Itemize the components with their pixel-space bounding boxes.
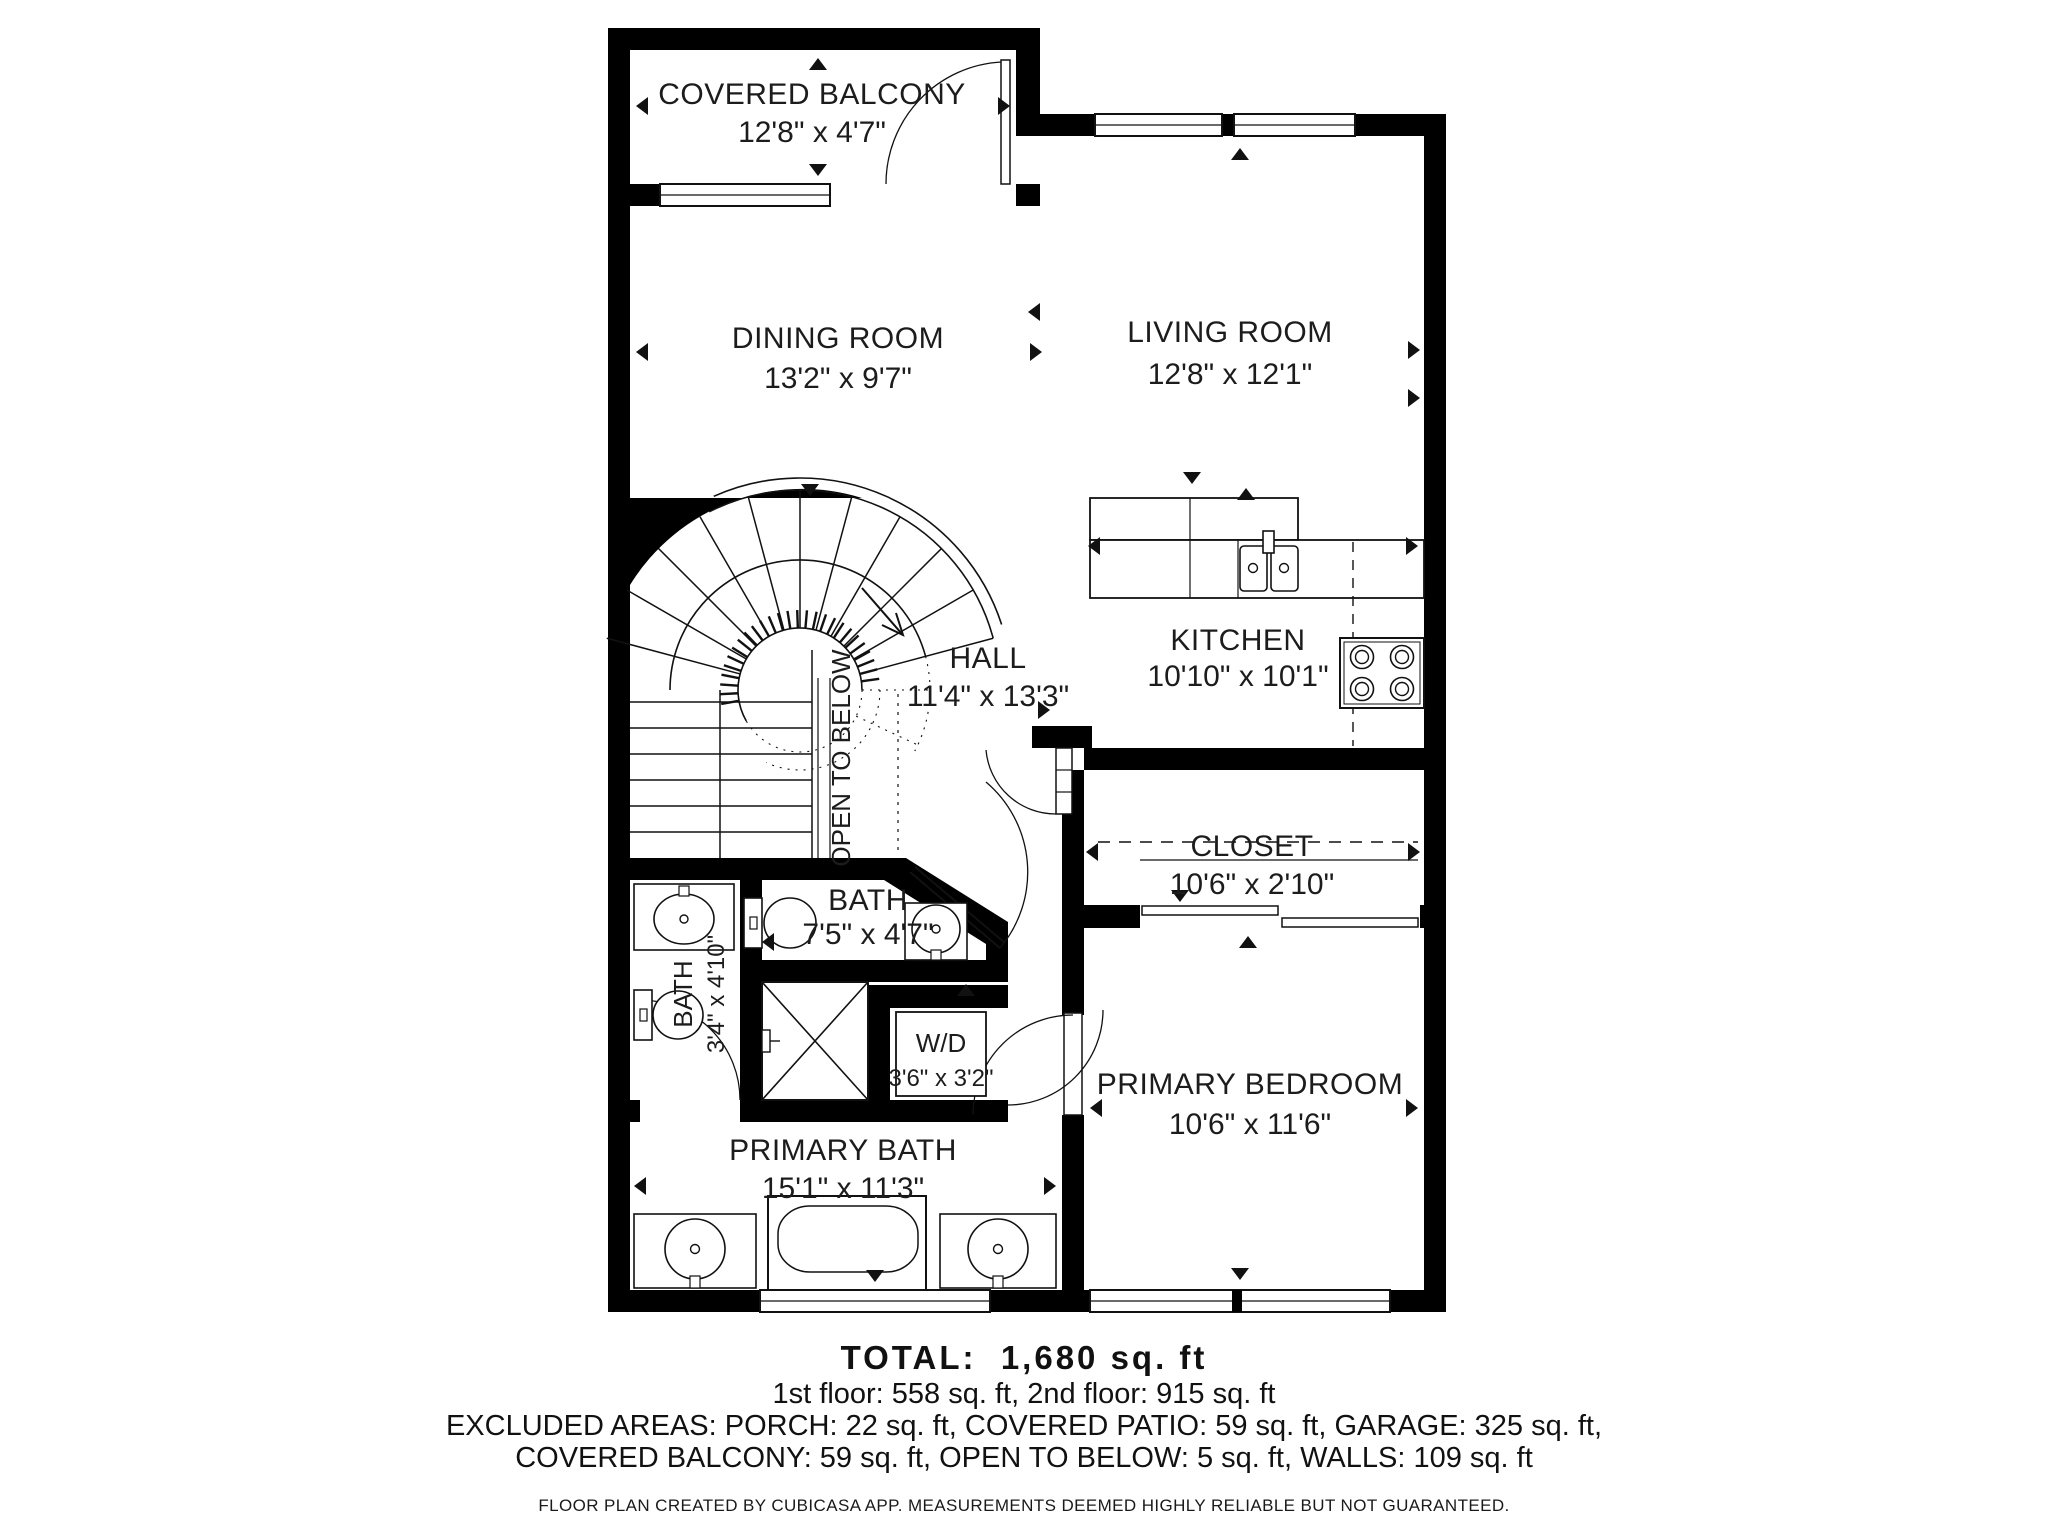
door-closet-hall: [986, 748, 1072, 814]
label-wd: W/D: [915, 1028, 967, 1058]
label-dining-room: DINING ROOM: [731, 322, 945, 355]
dims-bath-small: 3'4" x 4'10": [703, 934, 730, 1054]
dims-wd: 3'6" x 3'2": [888, 1065, 994, 1092]
label-hall: HALL: [949, 642, 1027, 675]
stove-icon: [1340, 638, 1424, 708]
label-kitchen: KITCHEN: [1170, 624, 1306, 657]
dimension-arrow: [809, 58, 827, 70]
shower-icon: [762, 982, 868, 1100]
door-primary-bedroom: [973, 1013, 1082, 1115]
dims-dining-room: 13'2" x 9'7": [764, 362, 912, 395]
total-area: TOTAL: 1,680 sq. ft: [840, 1339, 1208, 1376]
label-living-room: LIVING ROOM: [1127, 316, 1333, 349]
dims-primary-bedroom: 10'6" x 11'6": [1168, 1108, 1332, 1141]
dimension-arrow: [634, 1177, 646, 1195]
dimension-arrow: [1086, 843, 1098, 861]
dimension-arrow: [1183, 472, 1201, 484]
dims-living-room: 12'8" x 12'1": [1147, 358, 1313, 391]
dimension-arrow: [1231, 1268, 1249, 1280]
label-primary-bath: PRIMARY BATH: [729, 1134, 957, 1167]
window-balcony: [660, 184, 830, 206]
dimension-arrow: [1231, 148, 1249, 160]
closet-sliding-doors: [1140, 905, 1420, 928]
dimension-arrow: [636, 343, 648, 361]
dims-bath: 7'5" x 4'7": [802, 918, 934, 951]
dimension-arrow: [1028, 303, 1040, 321]
dimension-arrow: [1030, 343, 1042, 361]
dimension-arrow: [1408, 843, 1420, 861]
dimension-arrow: [809, 164, 827, 176]
floor-areas: 1st floor: 558 sq. ft, 2nd floor: 915 sq. ft: [772, 1378, 1276, 1410]
window-primary-bath: [760, 1290, 990, 1312]
dims-closet: 10'6" x 2'10": [1169, 868, 1335, 901]
excluded-areas-1: EXCLUDED AREAS: PORCH: 22 sq. ft, COVERED PATIO: 59 sq. ft, GARAGE: 325 sq. ft,: [445, 1410, 1603, 1442]
label-bath-small: BATH: [668, 960, 698, 1028]
dims-primary-bath: 15'1" x 11'3": [761, 1172, 925, 1205]
dimension-arrow: [1090, 1099, 1102, 1117]
dimension-arrow: [1408, 389, 1420, 407]
primary-bath-left-sink-icon: [634, 1214, 756, 1288]
primary-bath-right-sink-icon: [940, 1214, 1056, 1288]
excluded-areas-2: COVERED BALCONY: 59 sq. ft, OPEN TO BELOW: 5 sq. ft, WALLS: 109 sq. ft: [515, 1442, 1533, 1474]
dimension-arrow: [1406, 1099, 1418, 1117]
dimension-arrow: [1408, 341, 1420, 359]
summary-block: [0, 1338, 2048, 1516]
window-primary-bedroom: [1090, 1290, 1390, 1312]
dimension-arrow: [1239, 936, 1257, 948]
disclaimer-text: FLOOR PLAN CREATED BY CUBICASA APP. MEASUREMENTS DEEMED HIGHLY RELIABLE BUT NOT GUARANTEED.: [538, 1496, 1510, 1515]
dimension-arrow: [636, 97, 648, 115]
door-wd: [1008, 1010, 1103, 1105]
dims-kitchen: 10'10" x 10'1": [1147, 660, 1329, 693]
label-closet: CLOSET: [1190, 830, 1314, 863]
label-primary-bedroom: PRIMARY BEDROOM: [1096, 1068, 1404, 1101]
dims-covered-balcony: 12'8" x 4'7": [738, 116, 886, 149]
dimension-arrow: [1237, 488, 1255, 500]
label-open-to-below: OPEN TO BELOW: [826, 649, 856, 867]
dimension-arrow: [1044, 1177, 1056, 1195]
label-bath: BATH: [828, 884, 908, 917]
bathtub-icon: [768, 1196, 926, 1290]
dims-hall: 11'4" x 13'3": [906, 680, 1070, 713]
label-covered-balcony: COVERED BALCONY: [658, 78, 966, 111]
